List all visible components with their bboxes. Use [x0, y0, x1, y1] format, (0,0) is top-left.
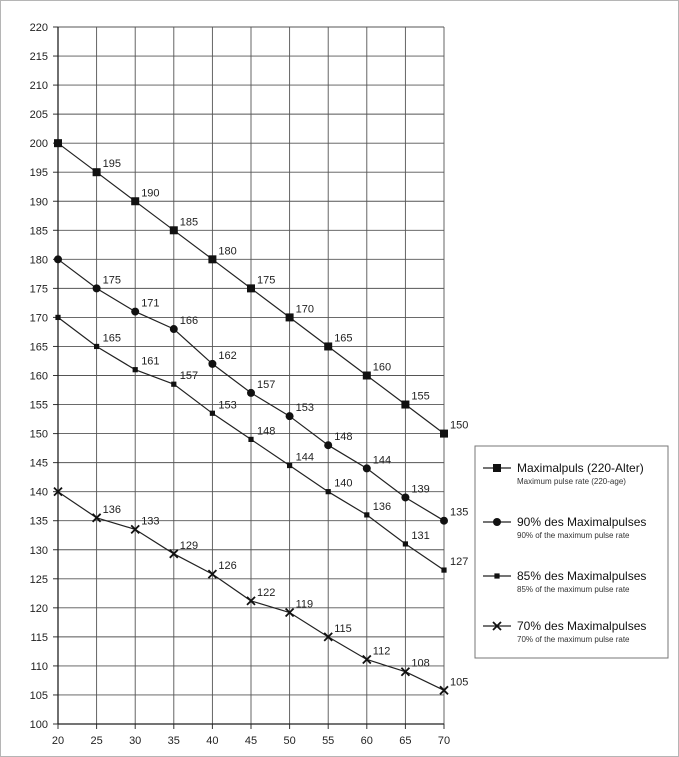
small-square-marker — [171, 382, 176, 387]
data-label: 108 — [411, 657, 430, 670]
data-label: 162 — [218, 349, 237, 362]
circle-marker — [401, 493, 409, 501]
y-tick-label: 115 — [30, 631, 48, 644]
square-marker — [363, 372, 371, 380]
data-label: 127 — [450, 556, 469, 569]
data-label: 170 — [295, 303, 314, 316]
y-tick-label: 205 — [29, 109, 48, 122]
data-label: 133 — [141, 515, 160, 528]
circle-marker — [363, 464, 371, 472]
data-label: 131 — [411, 529, 430, 542]
y-tick-label: 155 — [29, 399, 48, 412]
legend-label: Maximalpuls (220-Alter) — [517, 461, 644, 475]
data-label: 105 — [450, 676, 469, 689]
small-square-marker — [403, 541, 408, 546]
small-square-marker — [364, 512, 369, 517]
y-tick-label: 175 — [29, 283, 48, 296]
small-square-marker — [133, 367, 138, 372]
legend-label: 90% des Maximalpulses — [517, 515, 647, 529]
circle-marker — [93, 284, 101, 292]
x-tick-label: 40 — [206, 735, 219, 747]
y-tick-label: 200 — [29, 138, 48, 151]
data-label: 165 — [102, 332, 121, 345]
data-label: 122 — [257, 586, 276, 599]
circle-marker — [131, 308, 139, 316]
y-tick-label: 170 — [29, 312, 48, 325]
y-tick-label: 100 — [29, 719, 48, 731]
square-marker — [324, 342, 332, 350]
y-tick-label: 110 — [30, 660, 48, 673]
y-tick-label: 105 — [29, 689, 48, 702]
circle-marker — [286, 412, 294, 420]
data-label: 175 — [257, 274, 276, 287]
y-tick-label: 125 — [29, 573, 48, 586]
legend-label: 85% des Maximalpulses — [517, 569, 647, 583]
data-label: 112 — [372, 645, 391, 658]
square-marker — [208, 255, 216, 263]
small-square-marker — [287, 463, 292, 468]
small-square-marker — [326, 489, 331, 494]
x-tick-label: 50 — [283, 735, 296, 747]
circle-marker — [170, 325, 178, 333]
x-tick-label: 55 — [322, 735, 335, 747]
data-label: 136 — [102, 503, 121, 516]
y-tick-label: 150 — [29, 428, 48, 441]
y-tick-label: 135 — [29, 515, 48, 528]
y-tick-label: 120 — [29, 602, 48, 615]
circle-marker — [440, 517, 448, 525]
legend-label: 70% des Maximalpulses — [517, 619, 647, 633]
square-marker — [440, 430, 448, 438]
square-marker — [401, 401, 409, 409]
legend-circle-marker — [493, 518, 501, 526]
y-tick-label: 160 — [29, 370, 48, 383]
small-square-marker — [94, 344, 99, 349]
legend-sublabel: Maximum pulse rate (220-age) — [517, 477, 626, 486]
data-label: 153 — [218, 399, 237, 412]
y-tick-label: 145 — [29, 457, 48, 470]
data-label: 171 — [141, 297, 160, 310]
x-tick-label: 25 — [90, 735, 103, 747]
legend — [475, 446, 668, 658]
data-label: 150 — [450, 419, 469, 432]
y-tick-label: 185 — [29, 225, 48, 238]
legend-sublabel: 90% of the maximum pulse rate — [517, 531, 630, 540]
y-tick-label: 130 — [29, 544, 48, 557]
x-tick-label: 35 — [167, 735, 180, 747]
data-label: 144 — [295, 451, 314, 464]
data-label: 139 — [411, 483, 430, 496]
y-tick-label: 220 — [29, 22, 48, 34]
small-square-marker — [248, 437, 253, 442]
square-marker — [247, 284, 255, 292]
y-tick-label: 180 — [29, 254, 48, 267]
x-tick-label: 20 — [51, 735, 65, 747]
data-label: 175 — [102, 274, 121, 287]
data-label: 144 — [372, 454, 392, 467]
small-square-marker — [55, 315, 60, 320]
data-label: 153 — [295, 402, 314, 415]
data-label: 157 — [179, 370, 199, 383]
y-tick-label: 165 — [29, 341, 48, 354]
x-tick-label: 60 — [360, 735, 373, 747]
data-label: 157 — [257, 378, 276, 391]
data-label: 126 — [218, 560, 237, 573]
data-label: 136 — [372, 500, 392, 513]
small-square-marker — [441, 567, 446, 572]
square-marker — [54, 139, 62, 147]
data-label: 195 — [102, 158, 121, 171]
data-label: 148 — [257, 425, 276, 438]
circle-marker — [247, 389, 255, 397]
data-label: 190 — [141, 187, 160, 200]
data-label: 185 — [179, 216, 199, 229]
x-tick-label: 30 — [129, 735, 142, 747]
square-marker — [131, 197, 139, 205]
square-marker — [93, 168, 101, 176]
data-label: 160 — [372, 361, 392, 374]
data-label: 166 — [179, 315, 199, 328]
circle-marker — [54, 255, 62, 263]
circle-marker — [208, 360, 216, 368]
data-label: 119 — [295, 598, 314, 611]
legend-square-marker — [493, 464, 501, 472]
y-tick-label: 140 — [29, 486, 48, 499]
x-tick-label: 70 — [437, 735, 451, 747]
data-label: 165 — [334, 332, 353, 345]
x-tick-label: 45 — [244, 735, 258, 747]
legend-sublabel: 70% of the maximum pulse rate — [517, 635, 630, 644]
y-tick-label: 190 — [29, 196, 48, 209]
square-marker — [170, 226, 178, 234]
data-label: 129 — [179, 539, 199, 552]
data-label: 180 — [218, 245, 237, 258]
circle-marker — [324, 441, 332, 449]
legend-sublabel: 85% of the maximum pulse rate — [517, 585, 630, 594]
data-label: 148 — [334, 431, 353, 444]
data-label: 115 — [334, 622, 352, 635]
y-tick-label: 195 — [29, 167, 48, 180]
square-marker — [286, 313, 294, 321]
data-label: 161 — [141, 355, 160, 368]
x-tick-label: 65 — [399, 735, 412, 747]
data-label: 140 — [334, 477, 353, 490]
y-tick-label: 215 — [29, 51, 48, 64]
y-tick-label: 210 — [29, 80, 48, 93]
legend-small-square-marker — [494, 573, 499, 578]
data-label: 135 — [450, 506, 469, 519]
data-label: 155 — [411, 390, 430, 403]
small-square-marker — [210, 411, 215, 416]
